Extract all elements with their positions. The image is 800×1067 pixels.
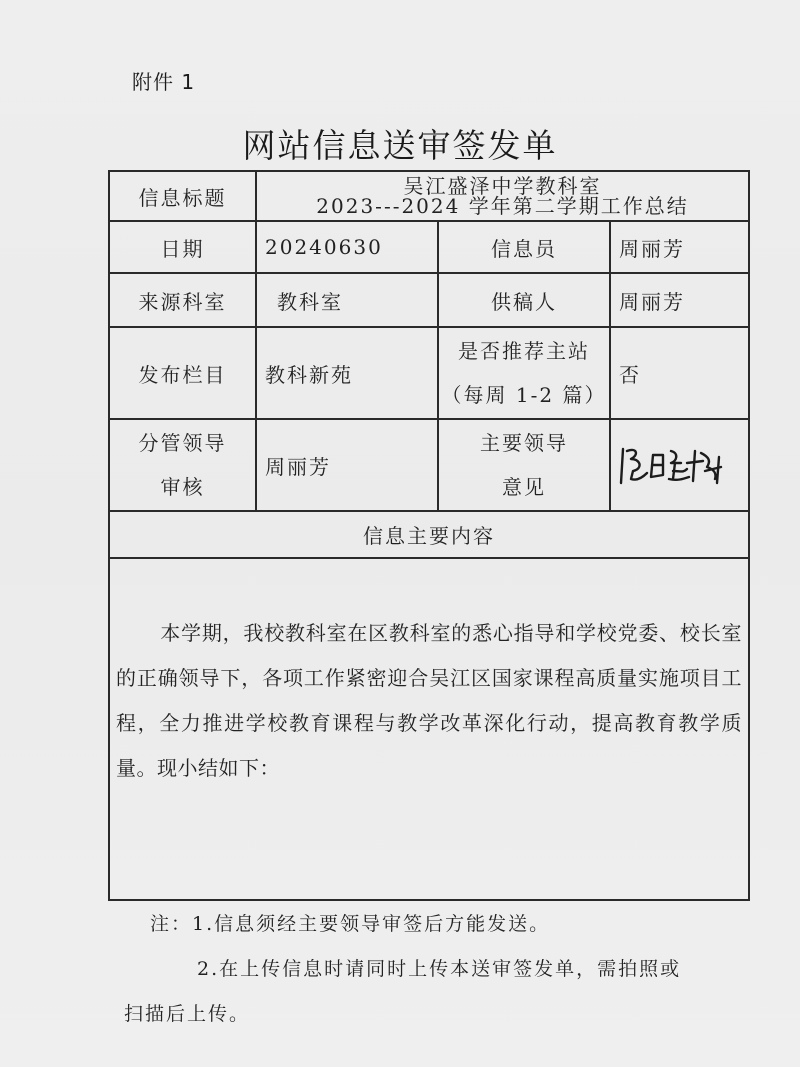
recommend-label-line1: 是否推荐主站	[458, 339, 590, 363]
row-content-body	[109, 558, 749, 900]
review-label-line1: 分管领导	[138, 431, 227, 455]
content-text: 本学期，我校教科室在区教科室的悉心指导和学校党委、校长室的正确领导下，各项工作紧密迎合吴江区国家课程高质量实施项目工程，全力推进学校教育课程与教学改革深化行动，提高教育教学质量。现小结如下：	[116, 621, 742, 780]
content-label: 信息主要内容	[109, 511, 749, 558]
leader-signature-cell	[610, 419, 749, 511]
recommend-label-line2: （每周 1-2 篇）	[441, 383, 607, 407]
date-label: 日期	[109, 221, 256, 273]
column-value: 教科新苑	[256, 327, 438, 419]
review-value: 周丽芳	[256, 419, 438, 511]
source-label: 来源科室	[109, 273, 256, 327]
note-line-2: 2.在上传信息时请同时上传本送审签发单，需拍照或	[197, 958, 682, 980]
notes-block	[124, 902, 750, 1037]
info-title-line2: 2023---2024 学年第二学期工作总结	[316, 194, 689, 218]
attachment-label: 附件 1	[132, 70, 196, 94]
row-date	[109, 221, 749, 273]
handwritten-signature	[617, 443, 737, 487]
info-title-label: 信息标题	[109, 171, 256, 221]
content-body	[109, 558, 749, 900]
row-content-header	[109, 511, 749, 558]
column-label: 发布栏目	[109, 327, 256, 419]
info-title-line1: 吴江盛泽中学教科室	[403, 174, 602, 198]
contributor-label: 供稿人	[438, 273, 610, 327]
info-title-value	[256, 171, 749, 221]
contributor-value: 周丽芳	[610, 273, 749, 327]
leader-label-line1: 主要领导	[480, 431, 568, 455]
note-line-3: 扫描后上传。	[124, 1003, 251, 1025]
recommend-value: 否	[610, 327, 749, 419]
review-form-table	[108, 170, 750, 901]
informant-label: 信息员	[438, 221, 610, 273]
row-column	[109, 327, 749, 419]
row-info-title	[109, 171, 749, 221]
row-source	[109, 273, 749, 327]
review-label-line2: 审核	[160, 475, 205, 499]
source-value: 教科室	[256, 273, 438, 327]
note-line-1: 注：1.信息须经主要领导审签后方能发送。	[150, 913, 551, 935]
review-label	[109, 419, 256, 511]
page-title: 网站信息送审签发单	[242, 126, 558, 165]
row-review	[109, 419, 749, 511]
informant-value: 周丽芳	[610, 221, 749, 273]
leader-label-line2: 意见	[502, 475, 546, 499]
recommend-label	[438, 327, 610, 419]
date-value: 20240630	[256, 221, 438, 273]
leader-label	[438, 419, 610, 511]
